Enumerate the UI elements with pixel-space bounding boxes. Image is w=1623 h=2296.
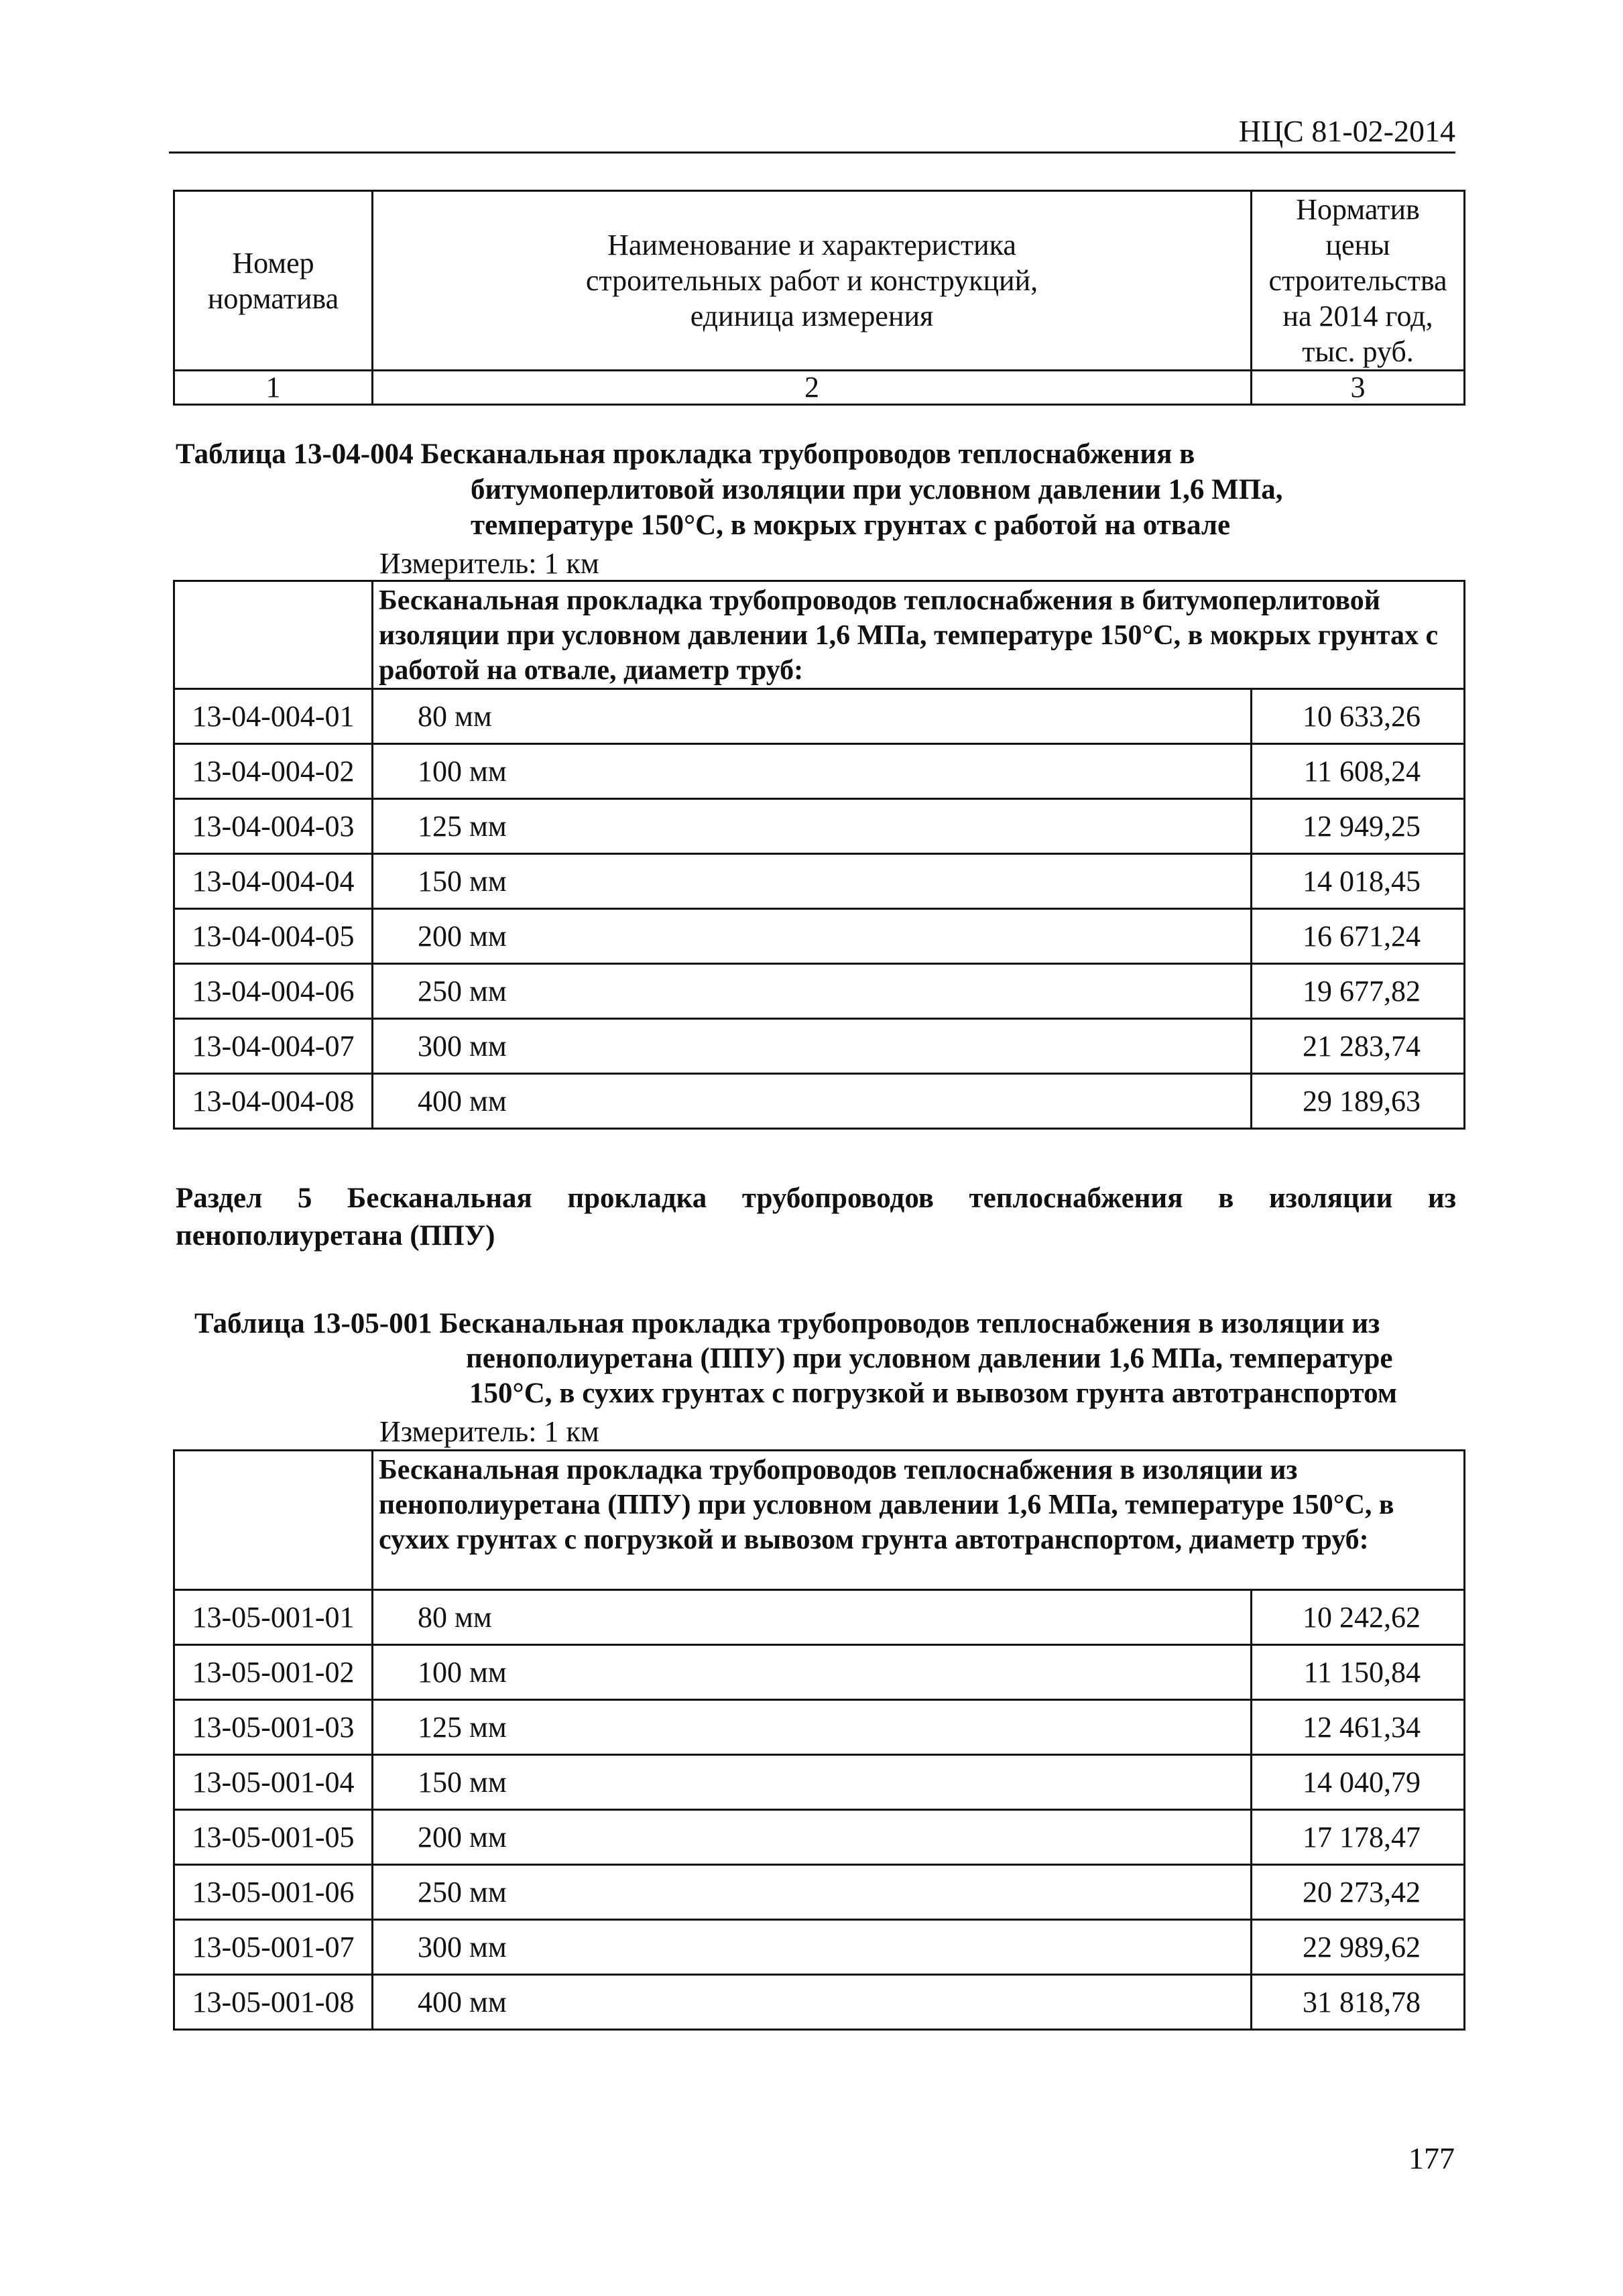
row-price: 12 461,34 [1252, 1700, 1465, 1755]
table1-description: Бесканальная прокладка трубопроводов теплоснабжения в битумоперлитовой изоляции при условном давлении 1,6 МПа, температуре 150°С, в мокрых грунтах с работой на отвале, диаметр труб: [373, 581, 1465, 689]
table-row [174, 1645, 1465, 1700]
row-name: 100 мм [373, 1645, 1252, 1700]
table1-caption-line1: Таблица 13-04-004 Бесканальная прокладка трубопроводов теплоснабжения в [176, 438, 1195, 470]
row-code: 13-05-001-01 [174, 1590, 373, 1645]
header-code-label: Номер норматива [207, 246, 339, 315]
table-row [174, 854, 1465, 909]
row-name: 300 мм [373, 1920, 1252, 1975]
table-row [174, 1920, 1465, 1975]
table-row [174, 1810, 1465, 1865]
table1-description-row [174, 581, 1465, 689]
header-code-cell [174, 191, 373, 371]
row-price: 31 818,78 [1252, 1975, 1465, 2030]
table-row [174, 799, 1465, 854]
row-price: 14 040,79 [1252, 1755, 1465, 1810]
row-price: 12 949,25 [1252, 799, 1465, 854]
table-row [174, 1865, 1465, 1920]
table-row [174, 744, 1465, 799]
table1-description-empty-cell [174, 581, 373, 689]
table2-unit: Измеритель: 1 км [379, 1415, 599, 1448]
row-name: 200 мм [373, 909, 1252, 964]
row-price: 21 283,74 [1252, 1019, 1465, 1074]
row-name: 400 мм [373, 1975, 1252, 2030]
table-13-04-004 [173, 580, 1465, 1130]
row-price: 29 189,63 [1252, 1074, 1465, 1129]
row-price: 10 242,62 [1252, 1590, 1465, 1645]
header-name-label: Наименование и характеристика строительных работ и конструкций, единица измерения [585, 229, 1038, 333]
row-price: 20 273,42 [1252, 1865, 1465, 1920]
row-code: 13-04-004-07 [174, 1019, 373, 1074]
table1-caption-line2: битумоперлитовой изоляции при условном давлении 1,6 МПа, [471, 474, 1283, 505]
row-code: 13-05-001-02 [174, 1645, 373, 1700]
row-code: 13-05-001-07 [174, 1920, 373, 1975]
row-name: 250 мм [373, 964, 1252, 1019]
row-price: 17 178,47 [1252, 1810, 1465, 1865]
header-price-cell [1252, 191, 1465, 371]
row-code: 13-04-004-03 [174, 799, 373, 854]
row-name: 150 мм [373, 854, 1252, 909]
row-code: 13-05-001-03 [174, 1700, 373, 1755]
row-name: 300 мм [373, 1019, 1252, 1074]
row-code: 13-05-001-04 [174, 1755, 373, 1810]
table2-description-empty-cell [174, 1451, 373, 1590]
header-row [174, 191, 1465, 371]
header-name-cell [373, 191, 1252, 371]
row-code: 13-05-001-05 [174, 1810, 373, 1865]
table2-caption-line1: Таблица 13-05-001 Бесканальная прокладка трубопроводов теплоснабжения в изоляции из [194, 1308, 1380, 1339]
row-name: 250 мм [373, 1865, 1252, 1920]
row-code: 13-04-004-08 [174, 1074, 373, 1129]
row-name: 125 мм [373, 1700, 1252, 1755]
row-price: 14 018,45 [1252, 854, 1465, 909]
row-code: 13-04-004-06 [174, 964, 373, 1019]
table-13-05-001 [173, 1449, 1465, 2031]
table-row [174, 1019, 1465, 1074]
row-price: 10 633,26 [1252, 689, 1465, 744]
row-code: 13-05-001-08 [174, 1975, 373, 2030]
column-number-3: 3 [1252, 371, 1465, 405]
row-price: 19 677,82 [1252, 964, 1465, 1019]
row-name: 80 мм [373, 1590, 1252, 1645]
row-name: 200 мм [373, 1810, 1252, 1865]
table1-caption-line3: температуре 150°С, в мокрых грунтах с работой на отвале [471, 509, 1231, 541]
table2-description-row [174, 1451, 1465, 1590]
row-code: 13-05-001-06 [174, 1865, 373, 1920]
row-price: 16 671,24 [1252, 909, 1465, 964]
table2-caption-line3: 150°С, в сухих грунтах с погрузкой и вывозом грунта автотранспортом [469, 1378, 1398, 1409]
column-number-1: 1 [174, 371, 373, 405]
table-row [174, 1700, 1465, 1755]
page-number: 177 [1408, 2141, 1455, 2175]
row-price: 22 989,62 [1252, 1920, 1465, 1975]
table-row [174, 1590, 1465, 1645]
row-name: 150 мм [373, 1755, 1252, 1810]
row-price: 11 150,84 [1252, 1645, 1465, 1700]
table-row [174, 1755, 1465, 1810]
row-price: 11 608,24 [1252, 744, 1465, 799]
table-row [174, 1074, 1465, 1129]
row-name: 400 мм [373, 1074, 1252, 1129]
table-row [174, 689, 1465, 744]
table-row [174, 964, 1465, 1019]
column-header-table [173, 190, 1465, 406]
table2-caption-line2: пенополиуретана (ППУ) при условном давлении 1,6 МПа, температуре [466, 1343, 1393, 1374]
section-title: Раздел 5 Бесканальная прокладка трубопроводов теплоснабжения в изоляции из пенополиуретана (ППУ) [176, 1183, 1456, 1252]
row-code: 13-04-004-02 [174, 744, 373, 799]
column-number-2: 2 [373, 371, 1252, 405]
table-row [174, 909, 1465, 964]
header-price-label: Норматив цены строительства на 2014 год, тыс. руб. [1268, 193, 1447, 368]
row-code: 13-04-004-01 [174, 689, 373, 744]
table-row [174, 1975, 1465, 2030]
document-code: НЦС 81-02-2014 [1238, 114, 1455, 148]
table2-description: Бесканальная прокладка трубопроводов теплоснабжения в изоляции из пенополиуретана (ППУ) при условном давлении 1,6 МПа, температуре 150°С, в сухих грунтах с погрузкой и вывозом грунта автотранспортом, диаметр труб: [373, 1451, 1465, 1590]
row-code: 13-04-004-04 [174, 854, 373, 909]
row-name: 100 мм [373, 744, 1252, 799]
table1-unit: Измеритель: 1 км [379, 547, 599, 580]
row-name: 125 мм [373, 799, 1252, 854]
column-numbers-row [174, 371, 1465, 405]
header-rule [169, 152, 1455, 154]
row-name: 80 мм [373, 689, 1252, 744]
row-code: 13-04-004-05 [174, 909, 373, 964]
